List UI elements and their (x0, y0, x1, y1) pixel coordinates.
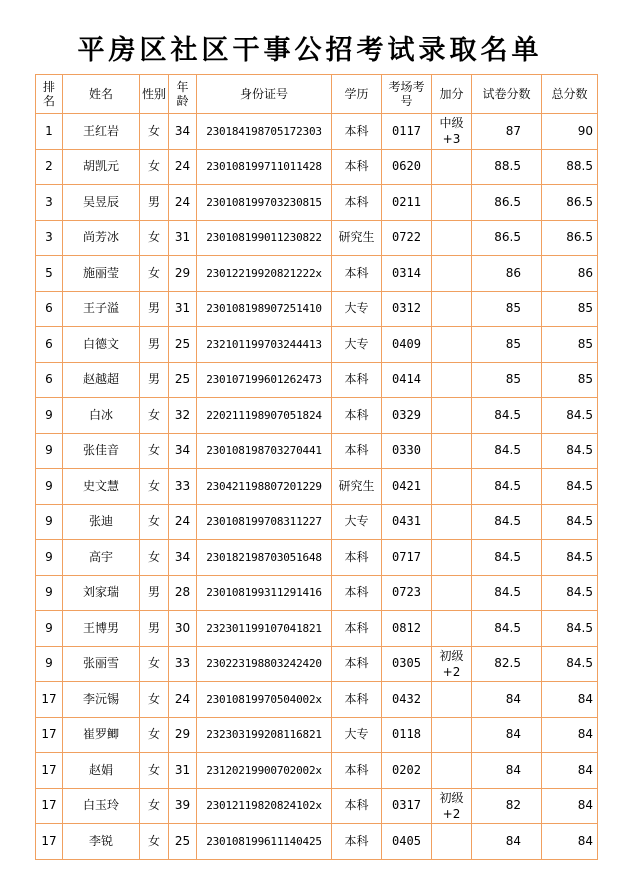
cell-id: 232303199208116821 (197, 717, 332, 753)
cell-code: 0314 (382, 256, 432, 292)
cell-rank: 5 (36, 256, 63, 292)
cell-bonus (432, 185, 472, 221)
cell-gender: 女 (140, 469, 169, 505)
cell-gender: 女 (140, 682, 169, 718)
cell-id: 230184198705172303 (197, 114, 332, 150)
cell-id: 230182198703051648 (197, 540, 332, 576)
cell-code: 0117 (382, 114, 432, 150)
cell-paper: 84.5 (472, 611, 542, 647)
header-total: 总分数 (542, 75, 598, 114)
cell-id: 230108199011230822 (197, 220, 332, 256)
cell-age: 33 (169, 469, 197, 505)
cell-total: 85 (542, 327, 598, 363)
cell-name: 赵娟 (63, 753, 140, 789)
cell-code: 0202 (382, 753, 432, 789)
cell-bonus (432, 469, 472, 505)
cell-code: 0405 (382, 824, 432, 860)
cell-name: 施丽莹 (63, 256, 140, 292)
cell-id: 230107199601262473 (197, 362, 332, 398)
cell-code: 0414 (382, 362, 432, 398)
cell-name: 张佳音 (63, 433, 140, 469)
cell-id: 230421198807201229 (197, 469, 332, 505)
page-title: 平房区社区干事公招考试录取名单 (77, 35, 543, 66)
cell-code: 0717 (382, 540, 432, 576)
cell-name: 王博男 (63, 611, 140, 647)
cell-bonus (432, 717, 472, 753)
cell-total: 85 (542, 291, 598, 327)
cell-rank: 3 (36, 185, 63, 221)
cell-gender: 女 (140, 114, 169, 150)
cell-total: 84.5 (542, 469, 598, 505)
cell-paper: 85 (472, 291, 542, 327)
cell-id: 232101199703244413 (197, 327, 332, 363)
header-gender: 性别 (140, 75, 169, 114)
cell-paper: 84.5 (472, 504, 542, 540)
header-paper: 试卷分数 (472, 75, 542, 114)
table-row (36, 575, 598, 611)
cell-rank: 9 (36, 469, 63, 505)
table-row (36, 788, 598, 824)
cell-age: 32 (169, 398, 197, 434)
header-edu: 学历 (332, 75, 382, 114)
cell-rank: 9 (36, 540, 63, 576)
cell-gender: 男 (140, 291, 169, 327)
cell-edu: 大专 (332, 504, 382, 540)
cell-rank: 3 (36, 220, 63, 256)
cell-edu: 本科 (332, 682, 382, 718)
cell-total: 84.5 (542, 433, 598, 469)
cell-gender: 男 (140, 362, 169, 398)
cell-edu: 大专 (332, 327, 382, 363)
cell-bonus (432, 398, 472, 434)
table-row (36, 504, 598, 540)
cell-total: 84 (542, 788, 598, 824)
cell-name: 李沅锡 (63, 682, 140, 718)
cell-bonus (432, 327, 472, 363)
cell-name: 高宇 (63, 540, 140, 576)
cell-paper: 82 (472, 788, 542, 824)
cell-name: 白德文 (63, 327, 140, 363)
cell-name: 崔罗鲫 (63, 717, 140, 753)
table-row (36, 824, 598, 860)
cell-name: 王红岩 (63, 114, 140, 150)
cell-bonus (432, 824, 472, 860)
table-row (36, 682, 598, 718)
cell-total: 90 (542, 114, 598, 150)
cell-total: 84.5 (542, 611, 598, 647)
cell-bonus: 中级+3 (432, 114, 472, 150)
cell-id: 23120219900702002x (197, 753, 332, 789)
cell-age: 30 (169, 611, 197, 647)
table-row (36, 398, 598, 434)
cell-total: 86 (542, 256, 598, 292)
cell-code: 0211 (382, 185, 432, 221)
cell-total: 84 (542, 717, 598, 753)
cell-rank: 9 (36, 504, 63, 540)
cell-bonus (432, 149, 472, 185)
cell-id: 230108199611140425 (197, 824, 332, 860)
cell-rank: 6 (36, 362, 63, 398)
table-row (36, 469, 598, 505)
cell-paper: 85 (472, 327, 542, 363)
cell-rank: 9 (36, 575, 63, 611)
cell-bonus (432, 682, 472, 718)
cell-paper: 84.5 (472, 433, 542, 469)
cell-gender: 男 (140, 327, 169, 363)
cell-edu: 本科 (332, 611, 382, 647)
cell-age: 25 (169, 824, 197, 860)
cell-paper: 86 (472, 256, 542, 292)
cell-rank: 9 (36, 646, 63, 682)
cell-bonus (432, 753, 472, 789)
cell-edu: 本科 (332, 256, 382, 292)
cell-total: 88.5 (542, 149, 598, 185)
table-row (36, 291, 598, 327)
cell-id: 220211198907051824 (197, 398, 332, 434)
table-row (36, 611, 598, 647)
cell-gender: 女 (140, 824, 169, 860)
cell-code: 0317 (382, 788, 432, 824)
cell-name: 胡凯元 (63, 149, 140, 185)
cell-gender: 女 (140, 788, 169, 824)
cell-age: 28 (169, 575, 197, 611)
header-name: 姓名 (63, 75, 140, 114)
cell-total: 84 (542, 753, 598, 789)
cell-rank: 6 (36, 327, 63, 363)
header-age: 年龄 (169, 75, 197, 114)
cell-age: 31 (169, 291, 197, 327)
cell-id: 23012119820824102x (197, 788, 332, 824)
table-row (36, 327, 598, 363)
cell-edu: 大专 (332, 717, 382, 753)
cell-gender: 女 (140, 717, 169, 753)
cell-name: 尚芳冰 (63, 220, 140, 256)
cell-gender: 女 (140, 256, 169, 292)
cell-bonus (432, 291, 472, 327)
cell-paper: 86.5 (472, 220, 542, 256)
cell-bonus (432, 611, 472, 647)
cell-total: 86.5 (542, 220, 598, 256)
cell-id: 230108199711011428 (197, 149, 332, 185)
header-rank: 排名 (36, 75, 63, 114)
table-row (36, 717, 598, 753)
cell-code: 0330 (382, 433, 432, 469)
cell-rank: 2 (36, 149, 63, 185)
cell-code: 0305 (382, 646, 432, 682)
cell-paper: 86.5 (472, 185, 542, 221)
cell-id: 230108198703270441 (197, 433, 332, 469)
table-row (36, 185, 598, 221)
cell-gender: 女 (140, 220, 169, 256)
cell-name: 白玉玲 (63, 788, 140, 824)
cell-age: 31 (169, 753, 197, 789)
cell-edu: 本科 (332, 540, 382, 576)
cell-age: 34 (169, 540, 197, 576)
cell-id: 232301199107041821 (197, 611, 332, 647)
cell-edu: 本科 (332, 362, 382, 398)
cell-name: 白冰 (63, 398, 140, 434)
cell-rank: 17 (36, 682, 63, 718)
cell-total: 84 (542, 824, 598, 860)
cell-code: 0329 (382, 398, 432, 434)
cell-paper: 82.5 (472, 646, 542, 682)
cell-code: 0722 (382, 220, 432, 256)
cell-code: 0620 (382, 149, 432, 185)
cell-bonus (432, 433, 472, 469)
cell-code: 0432 (382, 682, 432, 718)
header-id: 身份证号 (197, 75, 332, 114)
cell-id: 23012219920821222x (197, 256, 332, 292)
cell-age: 33 (169, 646, 197, 682)
cell-paper: 85 (472, 362, 542, 398)
cell-paper: 84.5 (472, 469, 542, 505)
cell-edu: 本科 (332, 646, 382, 682)
cell-paper: 84 (472, 717, 542, 753)
cell-bonus (432, 256, 472, 292)
cell-gender: 男 (140, 611, 169, 647)
cell-paper: 84.5 (472, 540, 542, 576)
cell-name: 李锐 (63, 824, 140, 860)
table-row (36, 540, 598, 576)
cell-total: 86.5 (542, 185, 598, 221)
cell-id: 23010819970504002x (197, 682, 332, 718)
cell-bonus (432, 220, 472, 256)
cell-gender: 女 (140, 398, 169, 434)
cell-paper: 84 (472, 753, 542, 789)
cell-name: 张迪 (63, 504, 140, 540)
cell-code: 0118 (382, 717, 432, 753)
table-row (36, 220, 598, 256)
cell-edu: 本科 (332, 185, 382, 221)
cell-code: 0421 (382, 469, 432, 505)
cell-total: 84 (542, 682, 598, 718)
table-header-row (36, 75, 598, 114)
cell-code: 0723 (382, 575, 432, 611)
cell-rank: 9 (36, 398, 63, 434)
cell-code: 0409 (382, 327, 432, 363)
cell-name: 王子溢 (63, 291, 140, 327)
cell-edu: 本科 (332, 753, 382, 789)
cell-edu: 本科 (332, 398, 382, 434)
cell-bonus (432, 540, 472, 576)
cell-id: 230108199703230815 (197, 185, 332, 221)
cell-total: 84.5 (542, 540, 598, 576)
cell-rank: 9 (36, 433, 63, 469)
cell-gender: 女 (140, 646, 169, 682)
cell-name: 刘家瑞 (63, 575, 140, 611)
header-code: 考场考号 (382, 75, 432, 114)
table-row (36, 362, 598, 398)
cell-age: 31 (169, 220, 197, 256)
cell-rank: 1 (36, 114, 63, 150)
results-table (35, 74, 598, 860)
cell-age: 25 (169, 362, 197, 398)
cell-bonus: 初级+2 (432, 646, 472, 682)
cell-id: 230223198803242420 (197, 646, 332, 682)
cell-total: 84.5 (542, 646, 598, 682)
cell-rank: 17 (36, 824, 63, 860)
cell-edu: 本科 (332, 433, 382, 469)
cell-paper: 88.5 (472, 149, 542, 185)
cell-rank: 6 (36, 291, 63, 327)
cell-total: 84.5 (542, 398, 598, 434)
cell-paper: 84.5 (472, 398, 542, 434)
cell-edu: 本科 (332, 824, 382, 860)
cell-age: 29 (169, 256, 197, 292)
cell-name: 史文慧 (63, 469, 140, 505)
cell-paper: 84 (472, 824, 542, 860)
cell-bonus (432, 504, 472, 540)
cell-total: 84.5 (542, 504, 598, 540)
cell-id: 230108199708311227 (197, 504, 332, 540)
cell-rank: 9 (36, 611, 63, 647)
cell-age: 24 (169, 504, 197, 540)
cell-id: 230108199311291416 (197, 575, 332, 611)
cell-paper: 84 (472, 682, 542, 718)
cell-id: 230108198907251410 (197, 291, 332, 327)
table-row (36, 149, 598, 185)
cell-name: 吴昱辰 (63, 185, 140, 221)
table-row (36, 753, 598, 789)
header-bonus: 加分 (432, 75, 472, 114)
cell-rank: 17 (36, 717, 63, 753)
table-row (36, 646, 598, 682)
cell-total: 84.5 (542, 575, 598, 611)
cell-rank: 17 (36, 753, 63, 789)
cell-age: 39 (169, 788, 197, 824)
cell-gender: 男 (140, 575, 169, 611)
cell-code: 0431 (382, 504, 432, 540)
cell-edu: 研究生 (332, 220, 382, 256)
cell-name: 赵越超 (63, 362, 140, 398)
cell-total: 85 (542, 362, 598, 398)
cell-paper: 84.5 (472, 575, 542, 611)
table-row (36, 114, 598, 150)
cell-age: 24 (169, 682, 197, 718)
cell-paper: 87 (472, 114, 542, 150)
cell-edu: 本科 (332, 788, 382, 824)
cell-age: 24 (169, 185, 197, 221)
cell-edu: 本科 (332, 149, 382, 185)
cell-name: 张丽雪 (63, 646, 140, 682)
cell-edu: 研究生 (332, 469, 382, 505)
table-row (36, 256, 598, 292)
cell-gender: 女 (140, 504, 169, 540)
cell-gender: 女 (140, 753, 169, 789)
cell-code: 0812 (382, 611, 432, 647)
cell-rank: 17 (36, 788, 63, 824)
cell-edu: 本科 (332, 114, 382, 150)
cell-edu: 本科 (332, 575, 382, 611)
cell-age: 34 (169, 114, 197, 150)
cell-bonus (432, 575, 472, 611)
table-row (36, 433, 598, 469)
cell-edu: 大专 (332, 291, 382, 327)
cell-gender: 男 (140, 185, 169, 221)
cell-age: 25 (169, 327, 197, 363)
cell-bonus (432, 362, 472, 398)
cell-gender: 女 (140, 540, 169, 576)
cell-age: 34 (169, 433, 197, 469)
cell-bonus: 初级+2 (432, 788, 472, 824)
cell-gender: 女 (140, 149, 169, 185)
cell-age: 24 (169, 149, 197, 185)
cell-age: 29 (169, 717, 197, 753)
cell-code: 0312 (382, 291, 432, 327)
cell-gender: 女 (140, 433, 169, 469)
